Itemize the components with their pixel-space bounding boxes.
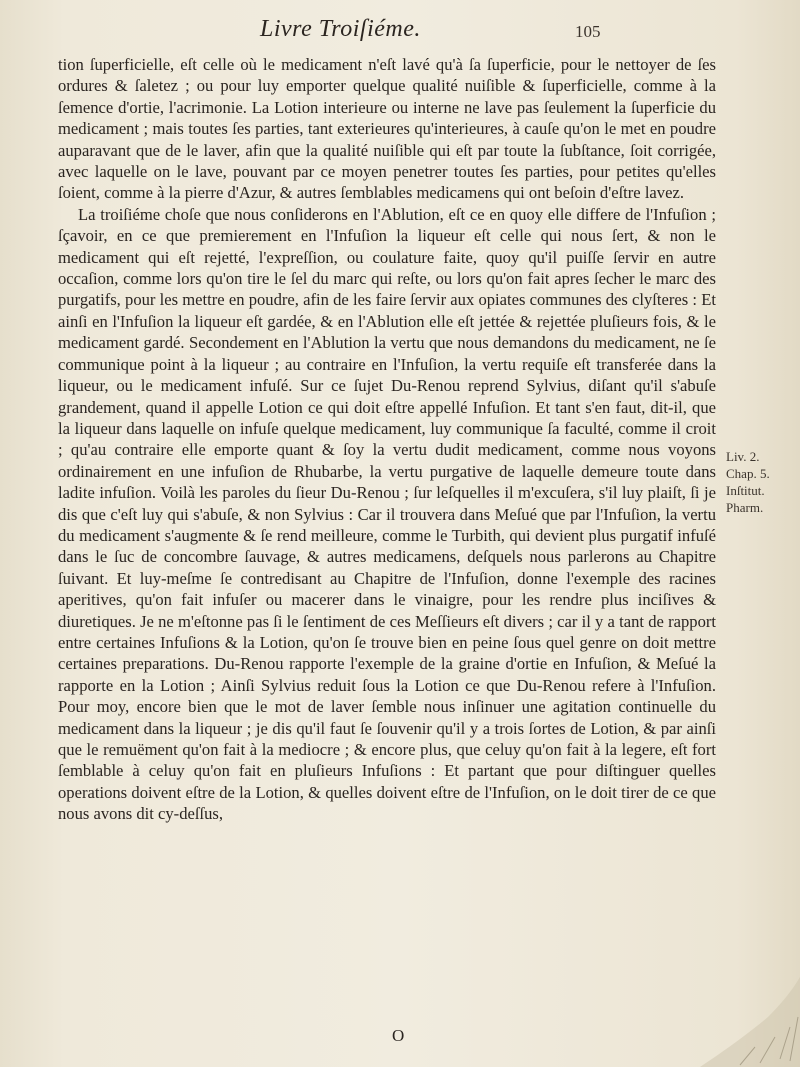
margin-note-line: Liv. 2. bbox=[726, 449, 760, 464]
body-text bbox=[58, 54, 716, 825]
torn-corner-shading bbox=[680, 977, 800, 1067]
running-title: Livre Troiſiéme. bbox=[260, 16, 421, 42]
margin-note-line: Pharm. bbox=[726, 500, 764, 515]
signature-mark: O bbox=[392, 1026, 405, 1045]
margin-note bbox=[726, 448, 796, 516]
margin-note-line: Chap. 5. bbox=[726, 466, 770, 481]
margin-note-line: Inſtitut. bbox=[726, 483, 765, 498]
paragraph: tion ſuperficielle, eſt celle où le medicament n'eſt lavé qu'à ſa ſuperficie, pour le nettoyer de ſes ordures & ſaletez ; ou pour luy emporter quelque qualité nuiſible & ſuperficielle, comme à la ſemence d'ortie, l'acrimonie. La Lotion interieure ou interne ne lave pas ſeulement la ſuperficie du medicament ; mais toutes ſes parties, tant exterieures qu'interieures, à cauſe qu'on le met en poudre auparavant que de le laver, afin que la qualité nuiſible qui eſt par toute la ſubſtance, ſoit corrigée, avec laquelle on le lave, pouvant par ce moyen penetrer toutes ſes parties, pour petites qu'elles ſoient, comme à la pierre d'Azur, & autres ſemblables medicamens qui ont beſoin d'eſtre lavez. bbox=[58, 55, 716, 203]
page-number: 105 bbox=[575, 22, 601, 41]
paragraph: La troiſiéme choſe que nous conſiderons en l'Ablution, eſt ce en quoy elle differe de l'Infuſion ; ſçavoir, en ce que premierement en l'Infuſion la liqueur eſt celle qui nous ſert, & non le medicament qui eſt rejetté, l'expreſſion, ou coulature faite, quoy qu'il puiſſe ſervir en autre occaſion, comme lors qu'on tire le ſel du marc qui reſte, ou lors qu'on fait apres ſecher le marc des purgatifs, pour les mettre en poudre, afin de les faire ſervir aux opiates communes des clyſteres : Et ainſi en l'Infuſion la liqueur eſt gardée, & en l'Ablution elle eſt jettée & rejettée pluſieurs fois, & le medicament gardé. Secondement en l'Ablution la vertu que nous demandons du medicament, ne ſe communique point à la liqueur ; au contraire en l'Infuſion, la vertu requiſe eſt transferée dans la liqueur, ou le medicament infuſé. Sur ce ſujet Du-Renou reprend Sylvius, diſant qu'il s'abuſe grandement, quand il appelle Lotion ce qui doit eſtre appellé Infuſion. Et tant s'en faut, dit-il, que la liqueur dans laquelle on infuſe quelque medicament, luy communique ſa faculté, comme il croit ; qu'au contraire elle emporte quant & ſoy la vertu dudit medicament, comme nous voyons ordinairement en une infuſion de Rhubarbe, la vertu purgative de laquelle demeure toute dans ladite infuſion. Voilà les paroles du ſieur Du-Renou ; ſur leſquelles il m'excuſera, s'il luy plaiſt, ſi je dis que c'eſt luy qui s'abuſe, & non Sylvius : Car il trouvera dans Meſué que par l'Infuſion, la vertu du medicament s'augmente & ſe rend meilleure, comme le Turbith, qui devient plus purgatif infuſé dans le ſuc de concombre ſauvage, & autres medicamens, deſquels nous parlerons au Chapitre ſuivant. Et luy-meſme ſe contredisant au Chapitre de l'Infuſion, donne l'exemple des racines aperitives, qu'on fait infuſer ou macerer dans le vinaigre, pour les rendre plus inciſives & diuretiques. Je ne m'eſtonne pas ſi le ſentiment de ces Meſſieurs eſt divers ; car il y a tant de rapport entre certaines Infuſions & la Lotion, qu'on ſe trouve bien en peine ſous quel genre on doit mettre certaines preparations. Du-Renou rapporte l'exemple de la graine d'ortie en Infuſion, & Meſué la rapporte en la Lotion ; Ainſi Sylvius reduit ſous la Lotion ce que Du-Renou refere à l'Infuſion. Pour moy, encore bien que le mot de laver ſemble nous inſinuer une agitation continuelle du medicament dans la liqueur ; je dis qu'il faut ſe ſouvenir qu'il y a trois ſortes de Lotion, & par ainſi que le remuëment qu'on fait à la mediocre ; & encore plus, que celuy qu'on fait à la legere, eſt fort ſemblable à celuy qu'on fait en pluſieurs Infuſions : Et partant que pour diſtinguer quelles operations doivent eſtre de la Lotion, & quelles doivent eſtre de l'Infuſion, on le doit tirer de ce que nous avons dit cy-deſſus, bbox=[58, 204, 716, 824]
page-header bbox=[260, 14, 560, 48]
